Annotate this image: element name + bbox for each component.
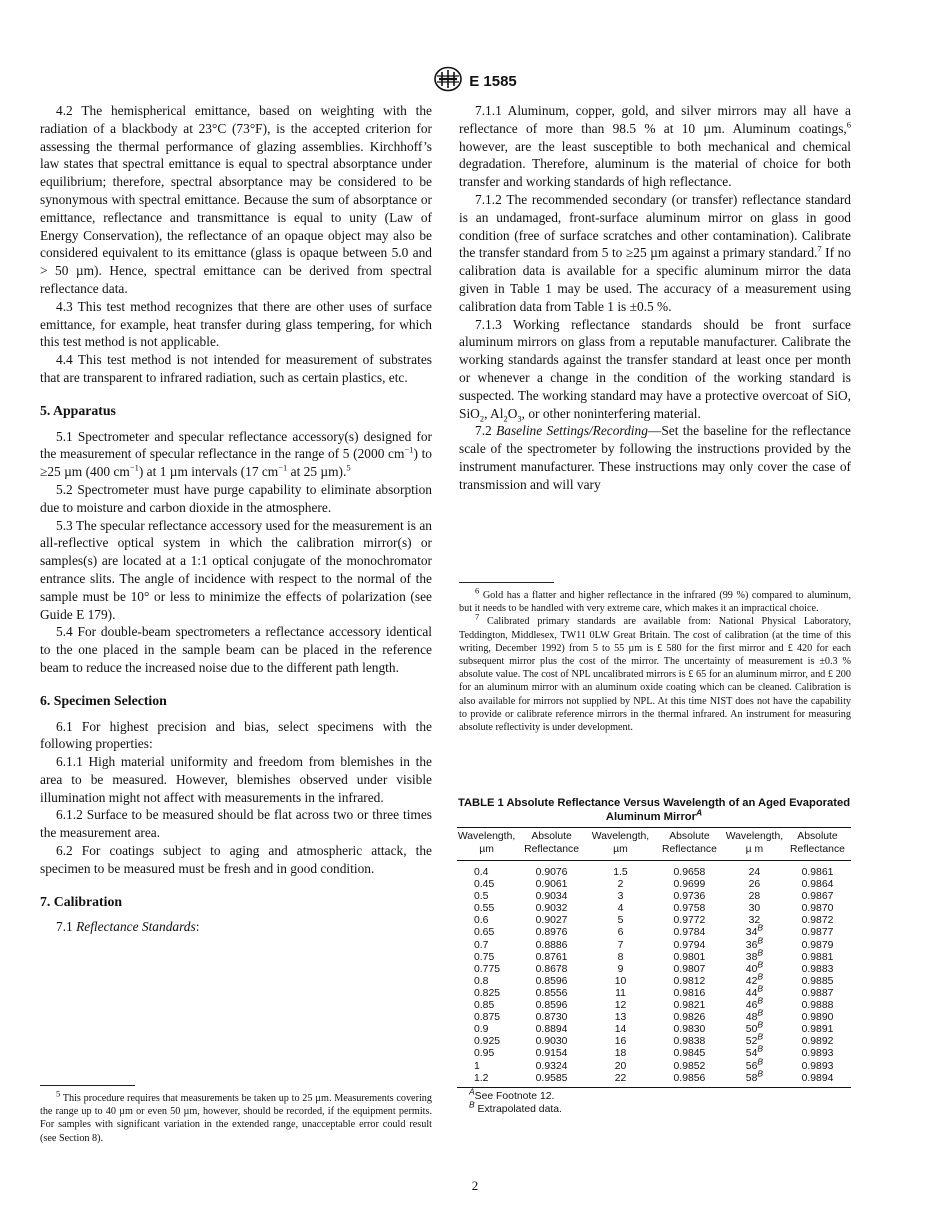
table-cell: 0.75 (474, 951, 495, 963)
col-header: Wavelength, µm (591, 831, 650, 855)
table-cell: 0.8886 (535, 939, 568, 951)
table-cell: $36^B$ (745, 935, 764, 951)
table-cell: 0.9872 (801, 915, 834, 927)
section-7-heading: 7. Calibration (40, 893, 123, 909)
table-cell: 16 (614, 1036, 627, 1048)
left-footnotes (40, 1085, 432, 1145)
table-cell: 0.9812 (673, 975, 706, 987)
table-caption: TABLE 1 Absolute Reflectance Versus Wavelength of an Aged Evaporated Aluminum Mirror$^A$ (457, 797, 851, 823)
section-5-heading: 5. Apparatus (40, 402, 116, 418)
table-cell: 0.8730 (535, 1012, 568, 1024)
astm-logo-icon (433, 66, 463, 97)
table-cell: 0.9881 (801, 951, 834, 963)
table-cell: 0.9891 (801, 1024, 834, 1036)
table-cell: 4 (617, 903, 624, 915)
table-cell: 0.7 (474, 939, 489, 951)
table-cell: 0.775 (474, 963, 501, 975)
para-4-3: 4.3 This test method recognizes that there are other uses of surface emittance, for example, heat transfer during glass tempering, for which this test method is not applicable. (40, 298, 432, 350)
standard-id: E 1585 (469, 73, 517, 90)
section-6-heading: 6. Specimen Selection (40, 692, 167, 708)
table-cell: 0.9772 (673, 915, 706, 927)
para-7-1-3: 7.1.3 Working reflectance standards should be front surface aluminum mirrors on glass from a reputable manufacturer. Calibrate the working standards against the transfer standard at least once per month or whenever a change in the condition of the working standard is suspected. The working standard may have a protective overcoat of SiO, SiO$_2$, $Al_2O_3$, or other noninterfering material. (459, 316, 851, 424)
table-cell: 0.9821 (673, 1000, 706, 1012)
table-cell: $46^B$ (745, 995, 764, 1012)
table-cell: 0.925 (474, 1036, 501, 1048)
table-cell: 0.9830 (673, 1024, 706, 1036)
para-7-1-1: 7.1.1 Aluminum, copper, gold, and silver mirrors may all have a reflectance of more than 98.5 % at 10 µm. Aluminum coatings,$^6$ however, are the least susceptible to both mechanical and chemical degradation. Therefore, aluminum is the material of choice for both transfer and working standards of high reflectance. (459, 103, 851, 190)
table-cell: $44^B$ (745, 983, 764, 999)
para-5-1: 5.1 Spectrometer and specular reflectance accessory(s) designed for the measurement of specular reflectance in the range of 5 (2000 $cm^{-1}$) to ≥25 µm (400 $cm^{-1}$) at 1 µm intervals (17 $cm^{-1}$ at 25 µm).$^5$ (40, 428, 432, 480)
table-cell: 1 (474, 1060, 480, 1072)
table-cell: $52^B$ (745, 1031, 764, 1048)
table-cell: 0.9867 (801, 891, 834, 903)
table-row (457, 1036, 851, 1048)
table-cell: 0.9893 (801, 1048, 834, 1060)
table-cell: 0.65 (474, 927, 495, 939)
para-6-1-2: 6.1.2 Surface to be measured should be flat across two or three times the measurement area. (40, 807, 432, 841)
table-cell: 0.9838 (673, 1036, 706, 1048)
para-7-2: 7.2 Baseline Settings/Recording—Set the baseline for the reflectance scale of the spectrometer by following the instructions provided by the instrument manufacturer. These instructions may only cover the case of transmission and will vary (459, 423, 851, 492)
right-column (459, 102, 851, 494)
table-row (457, 927, 851, 939)
table-cell: 0.9794 (673, 939, 706, 951)
table-cell: $42^B$ (745, 971, 764, 987)
table-cell: 0.9852 (673, 1060, 706, 1072)
table-cell: 13 (614, 1012, 627, 1024)
left-column (40, 102, 432, 936)
footnote-ref-6: 6 (846, 119, 851, 130)
table-cell: 11 (615, 987, 626, 999)
table-row (457, 1061, 851, 1073)
table-cell: $54^B$ (745, 1043, 764, 1060)
table-row (457, 879, 851, 891)
table-cell: 0.9826 (673, 1012, 706, 1024)
table-cell: 32 (748, 915, 761, 927)
table-row (457, 1012, 851, 1024)
table-cell: 2 (617, 879, 624, 891)
table-cell: 5 (617, 915, 624, 927)
para-5-2: 5.2 Spectrometer must have purge capability to eliminate absorption due to moisture and carbon dioxide in the atmosphere. (40, 481, 432, 515)
table-cell: 0.9888 (801, 1000, 834, 1012)
table-note-b: $^B$ Extrapolated data. (469, 1099, 562, 1115)
para-6-2: 6.2 For coatings subject to aging and atmospheric attack, the specimen to be measured must be fresh and in good condition. (40, 843, 432, 876)
table-cell: 0.9801 (673, 951, 706, 963)
table-cell: $34^B$ (745, 923, 764, 939)
table-cell: 0.9892 (801, 1036, 834, 1048)
table-cell: 1.2 (474, 1072, 489, 1084)
table-row (457, 976, 851, 988)
table-cell: 0.8596 (535, 1000, 568, 1012)
table-row (457, 940, 851, 952)
table-cell: 0.9883 (801, 963, 834, 975)
table-cell: 0.9816 (673, 987, 706, 999)
table-cell: 0.9807 (673, 963, 706, 975)
col-header: Wavelength, µ m (725, 831, 784, 855)
table-cell: 0.9856 (673, 1072, 706, 1084)
footnote-rule (459, 582, 554, 583)
table-row (457, 861, 851, 880)
table-cell: $58^B$ (745, 1068, 764, 1084)
table-cell: $40^B$ (745, 959, 764, 975)
para-5-3: 5.3 The specular reflectance accessory used for the measurement is an all-reflective optical system in which the calibration mirror(s) or samples(s) are located at a 1:1 optical conjugate of the monochromator entrance slits. The angle of incidence with respect to the normal of the sample must be 10° or less to minimize the effects of polarization (see Guide E 179). (40, 517, 432, 622)
table-cell: 0.9034 (535, 891, 568, 903)
table-cell: $50^B$ (745, 1019, 764, 1036)
table-cell: 26 (748, 879, 761, 891)
table-row (457, 1073, 851, 1088)
table-cell: $48^B$ (745, 1007, 764, 1024)
table-cell: 0.55 (474, 903, 495, 915)
table-cell: 8 (617, 951, 624, 963)
table-cell: 0.9877 (801, 927, 834, 939)
table-row (457, 988, 851, 1000)
table-cell: 0.8596 (535, 975, 568, 987)
table-row (457, 1048, 851, 1060)
table-cell: 0.8556 (535, 987, 568, 999)
table-cell: 0.8976 (535, 927, 568, 939)
footnote-7: $^7$ Calibrated primary standards are available from: National Physical Laboratory, Teddington, Middlesex, TW11 0LW Great Britain. The cost of calibration (at the time of this writing, December 1992) from 5 to 55 µm is £ 580 for the first mirror and £ 420 for each subsequent mirror plus the cost of the mirror. The uncertainty of measurement is ±0.3 % absolute value. The cost of NPL uncalibrated mirrors is £ 65 for an aluminum mirror, and £ 200 for an aluminum mirror with an aluminum oxide coating which can be cleaned. Calibration is also available for mirrors not supplied by NPL. At this time NIST does not have the capability to provide or calibrate reference mirrors in the thermal infrared. An instrument for measuring absolute reflectivity is under development. (459, 612, 851, 734)
table-cell: 0.9845 (673, 1048, 706, 1060)
table-cell: 0.45 (474, 879, 495, 891)
table-cell: 30 (748, 903, 761, 915)
table-cell: 0.825 (474, 987, 501, 999)
table-cell: 0.9032 (535, 903, 568, 915)
para-7-1: 7.1 Reflectance Standards: (56, 919, 200, 935)
para-4-4: 4.4 This test method is not intended for measurement of substrates that are transparent to infrared radiation, such as certain plastics, etc. (40, 352, 432, 385)
table-1 (457, 796, 851, 1116)
table-cell: 12 (614, 1000, 627, 1012)
table-row (457, 1024, 851, 1036)
table-cell: 0.9893 (801, 1060, 834, 1072)
para-6-1: 6.1 For highest precision and bias, select specimens with the following properties: (40, 718, 432, 752)
table-cell: 0.8678 (535, 963, 568, 975)
col-header: Absolute Reflectance (524, 831, 579, 855)
table-cell: 6 (617, 927, 624, 939)
table-cell: 0.9154 (535, 1048, 568, 1060)
table-row (457, 964, 851, 976)
table-cell: 0.9 (474, 1024, 489, 1036)
table-cell: 0.9879 (801, 939, 834, 951)
table-note-a: $^A$See Footnote 12. (469, 1086, 555, 1102)
table-cell: 0.6 (474, 915, 489, 927)
table-row (457, 1000, 851, 1012)
footnote-ref-7: 7 (817, 243, 822, 254)
table-cell: 0.9061 (535, 879, 568, 891)
para-4-2: 4.2 The hemispherical emittance, based on weighting with the radiation of a blackbody at 23°C (73°F), is the accepted criterion for assessing the thermal performance of glazing assemblies. Kirchhoff’s law states that spectral emittance is equal to spectral absorptance under equilibrium; therefore, spectral absorptance may be considered to be synonymous with spectral emittance. Because the sum of absorptance or emittance, reflectance and transmittance is equal to unity (Law of Energy Conservation), the reflectance of an opaque object may also be considered equivalent to its emittance (glass is opaque between 5.0 and > 50 µm). Hence, spectral emittance can be derived from spectral reflectance data. (40, 103, 432, 296)
col-header: Wavelength, µm (457, 831, 516, 855)
table-cell: 0.8 (474, 975, 489, 987)
table-cell: 0.9585 (535, 1072, 568, 1084)
para-5-4: 5.4 For double-beam spectrometers a reflectance accessory identical to the one placed in the sample beam can be placed in the reference beam to reduce the increased noise due to the different path length. (40, 624, 432, 675)
page-header (0, 66, 950, 97)
table-cell: 0.9030 (535, 1036, 568, 1048)
right-footnotes (459, 582, 851, 734)
page-number: 2 (471, 1178, 479, 1193)
col-header: Absolute Reflectance (790, 831, 845, 855)
table-cell: 22 (614, 1072, 627, 1084)
table-cell: 0.9784 (673, 927, 706, 939)
table-cell: 0.9076 (535, 867, 568, 878)
reflectance-table (457, 827, 851, 1088)
footnote-ref-5: 5 (346, 462, 351, 473)
table-cell: 0.9324 (535, 1060, 568, 1072)
table-cell: 9 (617, 963, 624, 975)
table-cell: 1.5 (613, 867, 628, 878)
table-cell: 24 (748, 867, 761, 878)
table-cell: 0.9870 (801, 903, 834, 915)
table-row (457, 903, 851, 915)
table-cell: $38^B$ (745, 947, 764, 963)
table-cell: 0.9699 (673, 879, 706, 891)
table-cell: 20 (614, 1060, 627, 1072)
footnote-6: $^6$ Gold has a flatter and higher reflectance in the infrared (99 %) compared to aluminum, but it needs to be handled with very extreme care, which makes it an impractical choice. (459, 585, 851, 615)
table-cell: 0.8894 (535, 1024, 568, 1036)
table-cell: 18 (614, 1048, 627, 1060)
table-cell: 0.9894 (801, 1072, 834, 1084)
footnote-5: $^5$ This procedure requires that measurements be taken up to 25 µm. Measurements covering the range up to 40 µm or even 50 µm, however, should be recorded, if the equipment permits. For samples with significant variation in the extended range, unacceptable error could result (see Section 8). (40, 1088, 432, 1144)
table-cell: 0.9864 (801, 879, 834, 891)
table-header-row (457, 828, 851, 861)
table-cell: 0.9658 (673, 867, 706, 878)
table-row (457, 915, 851, 927)
table-cell: 0.85 (474, 1000, 495, 1012)
table-cell: 0.9027 (535, 915, 568, 927)
para-6-1-1: 6.1.1 High material uniformity and freedom from blemishes in the area to be measured. However, blemishes observed under visible illumination might not affect with measurements in the infrared. (40, 754, 432, 805)
table-cell: 0.9758 (673, 903, 706, 915)
table-cell: 0.95 (474, 1048, 495, 1060)
table-cell: 3 (617, 891, 624, 903)
table-row (457, 952, 851, 964)
table-cell: 0.8761 (535, 951, 568, 963)
footnote-rule (40, 1085, 135, 1086)
table-cell: 28 (748, 891, 761, 903)
table-cell: 10 (614, 975, 627, 987)
table-row (457, 891, 851, 903)
table-cell: 0.9887 (801, 987, 834, 999)
table-cell: 7 (617, 939, 624, 951)
para-7-1-2: 7.1.2 The recommended secondary (or transfer) reflectance standard is an undamaged, front-surface aluminum mirror on glass in good condition (free of surface scratches and other contamination). Calibrate the transfer standard from 5 to ≥25 µm against a primary standard.$^7$ If no calibration data is available for a specific aluminum mirror the data given in Table 1 may be used. The accuracy of a measurement using calibration data from Table 1 is ±0.5 %. (459, 191, 852, 314)
table-cell: 0.5 (474, 891, 489, 903)
table-cell: $56^B$ (745, 1056, 764, 1072)
table-cell: 0.9861 (801, 867, 834, 878)
table-cell: 0.4 (474, 867, 489, 878)
table-cell: 0.875 (474, 1012, 501, 1024)
col-header: Absolute Reflectance (661, 831, 717, 855)
table-cell: 14 (614, 1024, 627, 1036)
table-cell: 0.9736 (673, 891, 706, 903)
table-cell: 0.9890 (801, 1012, 834, 1024)
table-cell: 0.9885 (801, 975, 834, 987)
